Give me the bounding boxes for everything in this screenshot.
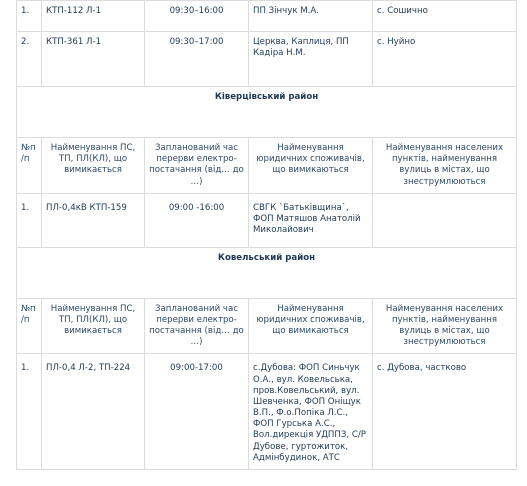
column-header-settlements: Найменування населених пунктів, найменування вулиць в містах, що знеструмлюються: [373, 138, 517, 194]
column-header-settlements: Найменування населених пунктів, найменування вулиць в містах, що знеструмлюються: [373, 298, 517, 354]
column-header-time: Запланований час перерви електро-постачання (від… до …): [145, 138, 249, 194]
settlements: с. Сошично: [373, 1, 517, 32]
column-header-consumers: Найменування юридичних споживачів, що вимикаються: [249, 298, 373, 354]
outage-time: 09:00 -16:00: [145, 193, 249, 247]
settlements: с. Дубова, частково: [373, 354, 517, 470]
column-header-number: №п/п: [17, 138, 42, 194]
consumers: СВГК `Батьківщина`, ФОП Матяшов Анатолій Миколайович: [249, 193, 373, 247]
district-title: Ківерцівський район: [17, 87, 517, 138]
table-row: [17, 32, 517, 87]
column-header-consumers: Найменування юридичних споживачів, що вимикаються: [249, 138, 373, 194]
district-heading-row: [17, 87, 517, 138]
settlements: с. Нуйно: [373, 32, 517, 87]
column-header-object: Найменування ПС, ТП, ПЛ(КЛ), що вимикається: [42, 138, 145, 194]
table-row: [17, 193, 517, 247]
header-row: [17, 298, 517, 354]
power-outage-schedule-table: [16, 0, 517, 470]
row-number: 1.: [17, 1, 42, 32]
outage-time: 09:30–16:00: [145, 1, 249, 32]
table-row: [17, 354, 517, 470]
object-name: ПЛ-0,4 Л-2, ТП-224: [42, 354, 145, 470]
object-name: ПЛ-0,4кВ КТП-159: [42, 193, 145, 247]
row-number: 1.: [17, 354, 42, 470]
district-title: Ковельський район: [17, 247, 517, 298]
table-row: [17, 1, 517, 32]
column-header-number: №п/п: [17, 298, 42, 354]
row-number: 2.: [17, 32, 42, 87]
object-name: КТП-112 Л-1: [42, 1, 145, 32]
column-header-time: Запланований час перерви електро-постачання (від… до …): [145, 298, 249, 354]
district-heading-row: [17, 247, 517, 298]
row-number: 1.: [17, 193, 42, 247]
settlements: [373, 193, 517, 247]
consumers: ПП Зінчук М.А.: [249, 1, 373, 32]
outage-time: 09:30–17:00: [145, 32, 249, 87]
object-name: КТП-361 Л-1: [42, 32, 145, 87]
outage-time: 09:00-17:00: [145, 354, 249, 470]
header-row: [17, 138, 517, 194]
consumers: Церква, Каплиця, ПП Кадіра Н.М.: [249, 32, 373, 87]
column-header-object: Найменування ПС, ТП, ПЛ(КЛ), що вимикається: [42, 298, 145, 354]
consumers: с.Дубова: ФОП Синьчук О.А., вул. Ковельська, пров.Ковельський, вул. Шевченка, ФОП Оніщук В.П., Ф.о.Попіка Л.С., ФОП Гурська А.С., Вол.дирекція УДППЗ, С/Р Дубове, гуртожиток, Адмінбудинок, АТС: [249, 354, 373, 470]
